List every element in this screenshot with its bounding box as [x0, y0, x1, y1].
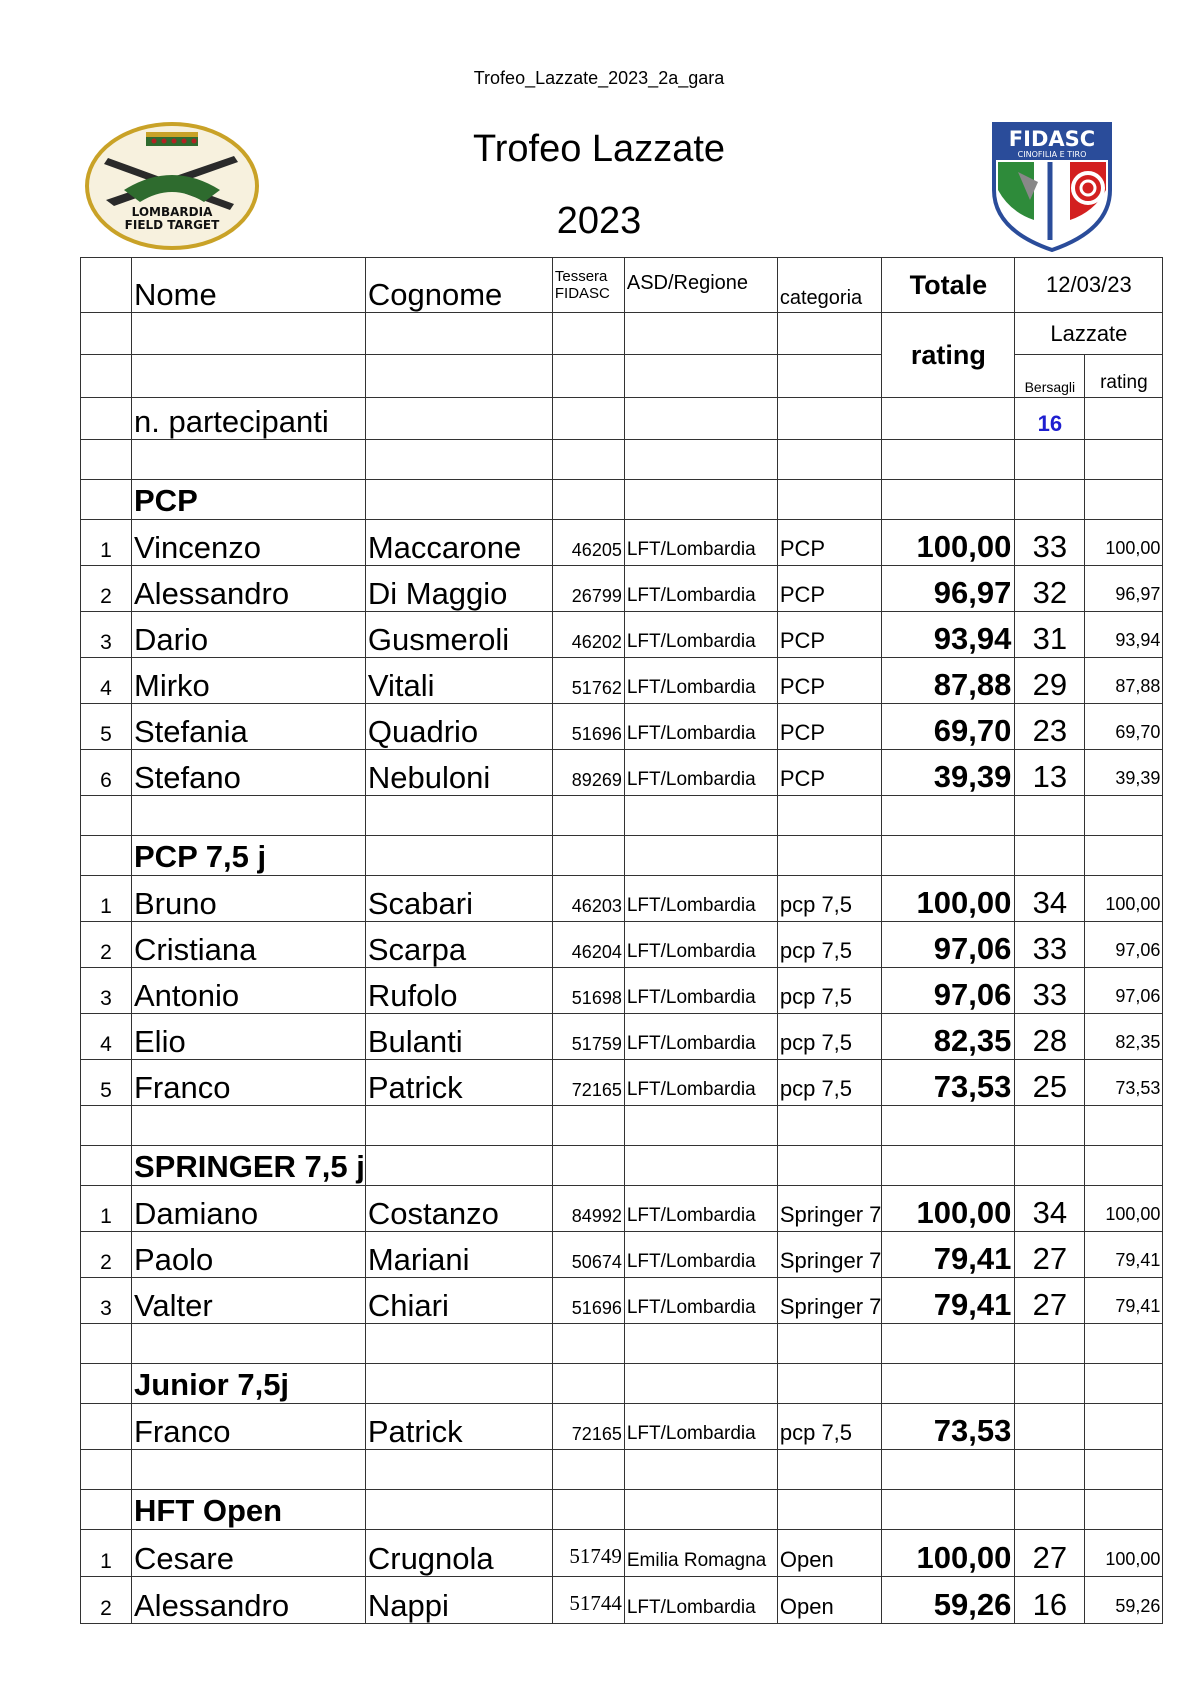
total-cell: 97,06 — [882, 922, 1015, 968]
table-row — [81, 1232, 1163, 1278]
table-row — [81, 612, 1163, 658]
total-cell: 96,97 — [882, 566, 1015, 612]
last-name-cell: Di Maggio — [365, 566, 552, 612]
last-name-cell: Scarpa — [365, 922, 552, 968]
category-cell: pcp 7,5 — [777, 1404, 882, 1450]
first-name-cell: Alessandro — [132, 1577, 366, 1624]
header-totale: Totale — [882, 258, 1015, 313]
header-bersagli: Bersagli — [1015, 355, 1085, 398]
position-cell: 6 — [81, 750, 132, 796]
table-row — [81, 1014, 1163, 1060]
last-name-cell: Nappi — [365, 1577, 552, 1624]
first-name-cell: Franco — [132, 1404, 366, 1450]
rating-cell: 100,00 — [1085, 520, 1163, 566]
targets-cell: 27 — [1015, 1232, 1085, 1278]
last-name-cell: Bulanti — [365, 1014, 552, 1060]
position-cell: 5 — [81, 1060, 132, 1106]
targets-cell: 27 — [1015, 1278, 1085, 1324]
participants-label: n. partecipanti — [132, 398, 366, 440]
rating-cell: 100,00 — [1085, 876, 1163, 922]
table-row — [81, 750, 1163, 796]
rating-cell: 96,97 — [1085, 566, 1163, 612]
first-name-cell: Mirko — [132, 658, 366, 704]
total-cell: 93,94 — [882, 612, 1015, 658]
asd-cell: LFT/Lombardia — [624, 922, 777, 968]
last-name-cell: Vitali — [365, 658, 552, 704]
asd-cell: LFT/Lombardia — [624, 658, 777, 704]
targets-cell: 33 — [1015, 922, 1085, 968]
first-name-cell: Cesare — [132, 1530, 366, 1577]
asd-cell: LFT/Lombardia — [624, 876, 777, 922]
targets-cell: 23 — [1015, 704, 1085, 750]
category-cell: PCP — [777, 612, 882, 658]
rating-cell: 59,26 — [1085, 1577, 1163, 1624]
header-date: 12/03/23 — [1015, 258, 1163, 313]
position-cell: 2 — [81, 922, 132, 968]
section-title: Junior 7,5j — [132, 1364, 366, 1404]
header-asd: ASD/Regione — [624, 258, 777, 313]
total-cell: 73,53 — [882, 1060, 1015, 1106]
total-cell: 39,39 — [882, 750, 1015, 796]
rating-cell: 69,70 — [1085, 704, 1163, 750]
section-title: PCP 7,5 j — [132, 836, 366, 876]
first-name-cell: Dario — [132, 612, 366, 658]
asd-cell: Emilia Romagna — [624, 1530, 777, 1577]
tessera-cell: 51696 — [552, 704, 624, 750]
targets-cell: 32 — [1015, 566, 1085, 612]
asd-cell: LFT/Lombardia — [624, 1060, 777, 1106]
table-row — [81, 658, 1163, 704]
asd-cell: LFT/Lombardia — [624, 612, 777, 658]
header-rating: rating — [882, 313, 1015, 398]
asd-cell: LFT/Lombardia — [624, 704, 777, 750]
position-cell: 1 — [81, 520, 132, 566]
header-rating-small: rating — [1085, 355, 1163, 398]
asd-cell: LFT/Lombardia — [624, 968, 777, 1014]
targets-cell: 34 — [1015, 1186, 1085, 1232]
last-name-cell: Rufolo — [365, 968, 552, 1014]
table-row — [81, 1186, 1163, 1232]
position-cell: 1 — [81, 876, 132, 922]
table-row — [81, 1278, 1163, 1324]
category-cell: PCP — [777, 520, 882, 566]
first-name-cell: Paolo — [132, 1232, 366, 1278]
section-title: HFT Open — [132, 1490, 366, 1530]
targets-cell: 16 — [1015, 1577, 1085, 1624]
first-name-cell: Bruno — [132, 876, 366, 922]
targets-cell: 31 — [1015, 612, 1085, 658]
section-row — [81, 1146, 1163, 1186]
total-cell: 97,06 — [882, 968, 1015, 1014]
position-cell: 1 — [81, 1186, 132, 1232]
position-cell: 2 — [81, 1577, 132, 1624]
first-name-cell: Valter — [132, 1278, 366, 1324]
first-name-cell: Cristiana — [132, 922, 366, 968]
rating-cell: 100,00 — [1085, 1530, 1163, 1577]
header-categoria: categoria — [777, 258, 882, 313]
total-cell: 100,00 — [882, 1186, 1015, 1232]
asd-cell: LFT/Lombardia — [624, 1186, 777, 1232]
category-cell: pcp 7,5 — [777, 876, 882, 922]
last-name-cell: Patrick — [365, 1060, 552, 1106]
asd-cell: LFT/Lombardia — [624, 1278, 777, 1324]
section-row — [81, 836, 1163, 876]
table-row — [81, 566, 1163, 612]
rating-cell: 87,88 — [1085, 658, 1163, 704]
position-cell: 3 — [81, 968, 132, 1014]
tessera-cell: 72165 — [552, 1404, 624, 1450]
header-row — [81, 258, 1163, 313]
total-cell: 100,00 — [882, 520, 1015, 566]
tessera-cell: 72165 — [552, 1060, 624, 1106]
last-name-cell: Costanzo — [365, 1186, 552, 1232]
asd-cell: LFT/Lombardia — [624, 566, 777, 612]
targets-cell: 28 — [1015, 1014, 1085, 1060]
tessera-cell: 51696 — [552, 1278, 624, 1324]
targets-cell: 27 — [1015, 1530, 1085, 1577]
total-cell: 79,41 — [882, 1278, 1015, 1324]
asd-cell: LFT/Lombardia — [624, 1404, 777, 1450]
category-cell: pcp 7,5 — [777, 968, 882, 1014]
last-name-cell: Gusmeroli — [365, 612, 552, 658]
tessera-cell: 50674 — [552, 1232, 624, 1278]
table-row — [81, 922, 1163, 968]
last-name-cell: Nebuloni — [365, 750, 552, 796]
svg-text:CINOFILIA E TIRO: CINOFILIA E TIRO — [1017, 150, 1087, 159]
rating-cell: 73,53 — [1085, 1060, 1163, 1106]
last-name-cell: Scabari — [365, 876, 552, 922]
last-name-cell: Crugnola — [365, 1530, 552, 1577]
tessera-cell: 46203 — [552, 876, 624, 922]
first-name-cell: Antonio — [132, 968, 366, 1014]
rating-cell: 100,00 — [1085, 1186, 1163, 1232]
last-name-cell: Chiari — [365, 1278, 552, 1324]
asd-cell: LFT/Lombardia — [624, 750, 777, 796]
first-name-cell: Vincenzo — [132, 520, 366, 566]
first-name-cell: Damiano — [132, 1186, 366, 1232]
results-table — [80, 257, 1163, 1624]
header-tessera: Tessera FIDASC — [552, 258, 624, 313]
asd-cell: LFT/Lombardia — [624, 1014, 777, 1060]
last-name-cell: Patrick — [365, 1404, 552, 1450]
rating-cell: 79,41 — [1085, 1232, 1163, 1278]
total-cell: 100,00 — [882, 876, 1015, 922]
targets-cell: 13 — [1015, 750, 1085, 796]
file-name-header: Trofeo_Lazzate_2023_2a_gara — [473, 68, 725, 88]
category-cell: Springer 7 — [777, 1278, 882, 1324]
asd-cell: LFT/Lombardia — [624, 1232, 777, 1278]
section-title: PCP — [132, 480, 366, 520]
position-cell — [81, 1404, 132, 1450]
targets-cell: 33 — [1015, 520, 1085, 566]
tessera-cell: 51744 — [552, 1577, 624, 1624]
last-name-cell: Quadrio — [365, 704, 552, 750]
table-row — [81, 968, 1163, 1014]
rating-cell — [1085, 1404, 1163, 1450]
tessera-cell: 89269 — [552, 750, 624, 796]
last-name-cell: Maccarone — [365, 520, 552, 566]
document-year: 2023 — [556, 200, 642, 242]
targets-cell: 33 — [1015, 968, 1085, 1014]
targets-cell: 29 — [1015, 658, 1085, 704]
category-cell: pcp 7,5 — [777, 1014, 882, 1060]
rating-cell: 97,06 — [1085, 922, 1163, 968]
section-title: SPRINGER 7,5 j — [132, 1146, 366, 1186]
header-place: Lazzate — [1015, 313, 1163, 355]
last-name-cell: Mariani — [365, 1232, 552, 1278]
tessera-cell: 84992 — [552, 1186, 624, 1232]
position-cell: 3 — [81, 612, 132, 658]
category-cell: Open — [777, 1530, 882, 1577]
targets-cell: 34 — [1015, 876, 1085, 922]
category-cell: pcp 7,5 — [777, 922, 882, 968]
category-cell: Springer 7 — [777, 1186, 882, 1232]
section-row — [81, 1490, 1163, 1530]
table-row — [81, 1530, 1163, 1577]
targets-cell: 25 — [1015, 1060, 1085, 1106]
total-cell: 79,41 — [882, 1232, 1015, 1278]
total-cell: 82,35 — [882, 1014, 1015, 1060]
category-cell: Open — [777, 1577, 882, 1624]
svg-text:LOMBARDIA: LOMBARDIA — [131, 205, 213, 219]
rating-cell: 93,94 — [1085, 612, 1163, 658]
category-cell: PCP — [777, 658, 882, 704]
total-cell: 69,70 — [882, 704, 1015, 750]
section-row — [81, 1364, 1163, 1404]
table-row — [81, 704, 1163, 750]
first-name-cell: Franco — [132, 1060, 366, 1106]
rating-cell: 82,35 — [1085, 1014, 1163, 1060]
category-cell: Springer 7 — [777, 1232, 882, 1278]
first-name-cell: Elio — [132, 1014, 366, 1060]
first-name-cell: Stefano — [132, 750, 366, 796]
targets-cell — [1015, 1404, 1085, 1450]
participants-count: 16 — [1015, 398, 1085, 440]
section-row — [81, 480, 1163, 520]
position-cell: 5 — [81, 704, 132, 750]
document-title: Trofeo Lazzate — [472, 128, 726, 170]
svg-text:FIDASC: FIDASC — [1008, 127, 1096, 151]
category-cell: PCP — [777, 704, 882, 750]
total-cell: 87,88 — [882, 658, 1015, 704]
category-cell: pcp 7,5 — [777, 1060, 882, 1106]
position-cell: 4 — [81, 1014, 132, 1060]
tessera-cell: 51762 — [552, 658, 624, 704]
rating-cell: 39,39 — [1085, 750, 1163, 796]
tessera-cell: 51698 — [552, 968, 624, 1014]
table-row — [81, 876, 1163, 922]
position-cell: 1 — [81, 1530, 132, 1577]
position-cell: 4 — [81, 658, 132, 704]
tessera-cell: 51759 — [552, 1014, 624, 1060]
tessera-cell: 46205 — [552, 520, 624, 566]
tessera-cell: 26799 — [552, 566, 624, 612]
asd-cell: LFT/Lombardia — [624, 1577, 777, 1624]
table-row — [81, 1577, 1163, 1624]
tessera-cell: 51749 — [552, 1530, 624, 1577]
asd-cell: LFT/Lombardia — [624, 520, 777, 566]
tessera-cell: 46202 — [552, 612, 624, 658]
table-row — [81, 1060, 1163, 1106]
rating-cell: 97,06 — [1085, 968, 1163, 1014]
first-name-cell: Stefania — [132, 704, 366, 750]
total-cell: 100,00 — [882, 1530, 1015, 1577]
position-cell: 2 — [81, 1232, 132, 1278]
total-cell: 59,26 — [882, 1577, 1015, 1624]
table-row — [81, 1404, 1163, 1450]
svg-text:FIELD TARGET: FIELD TARGET — [124, 218, 220, 232]
position-cell: 2 — [81, 566, 132, 612]
table-row — [81, 520, 1163, 566]
first-name-cell: Alessandro — [132, 566, 366, 612]
tessera-cell: 46204 — [552, 922, 624, 968]
position-cell: 3 — [81, 1278, 132, 1324]
total-cell: 73,53 — [882, 1404, 1015, 1450]
header-cognome: Cognome — [365, 258, 552, 313]
header-nome: Nome — [132, 258, 366, 313]
category-cell: PCP — [777, 750, 882, 796]
category-cell: PCP — [777, 566, 882, 612]
rating-cell: 79,41 — [1085, 1278, 1163, 1324]
